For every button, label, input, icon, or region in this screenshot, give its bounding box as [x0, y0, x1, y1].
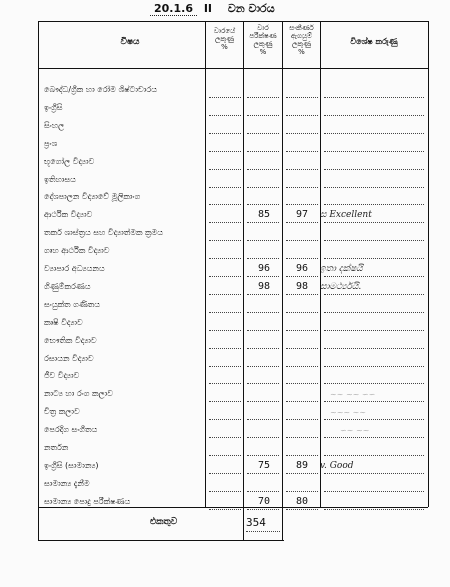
continuous-mark: 97 [295, 209, 309, 220]
special-remark [320, 298, 420, 312]
term-test-mark [246, 441, 282, 455]
subject-name: සංයුක්ත ගණිතය [44, 300, 101, 309]
row-dotted-line [247, 133, 279, 134]
test-header-percent: % [259, 48, 267, 56]
term-test-mark [246, 316, 282, 330]
continuous-mark: 80 [295, 496, 309, 507]
row-dotted-line [247, 348, 279, 349]
row-dotted-line [247, 204, 279, 205]
special-remark [320, 83, 420, 97]
total-dotted-line [246, 531, 280, 532]
term-number: II [203, 2, 213, 15]
row-dotted-line [286, 133, 318, 134]
continuous-mark [284, 155, 320, 169]
subject-name: නාට්‍ය හා රංග කලාව [44, 389, 113, 398]
row-dotted-line [209, 330, 241, 331]
special-remark [320, 119, 420, 133]
row-dotted-line [286, 383, 318, 384]
table-right-border [428, 21, 429, 507]
row-dotted-line [286, 366, 318, 367]
row-dotted-line [324, 455, 424, 456]
row-dotted-line [209, 294, 241, 295]
special-remark: v. Good [320, 461, 354, 471]
row-dotted-line [247, 455, 279, 456]
row-dotted-line [247, 330, 279, 331]
header-bottom-border [38, 68, 428, 69]
row-dotted-line [209, 401, 241, 402]
row-dotted-line [286, 473, 318, 474]
row-dotted-line [286, 115, 318, 116]
term-test-mark [246, 387, 282, 401]
row-dotted-line [286, 276, 318, 277]
row-dotted-line [247, 437, 279, 438]
row-dotted-line [286, 491, 318, 492]
row-dotted-line [209, 258, 241, 259]
row-dotted-line [286, 294, 318, 295]
row-dotted-line [286, 258, 318, 259]
subject-name: ගිණුම්කරණය [44, 282, 91, 291]
row-dotted-line [324, 240, 424, 241]
row-dotted-line [286, 204, 318, 205]
continuous-header-line1: සංකීර්ණ [289, 24, 314, 32]
term-test-mark: 96 [257, 263, 271, 274]
subject-name: ව්‍යාපාර අධ්‍යයනය [44, 264, 105, 273]
continuous-header-line3: ලකුණු [292, 40, 311, 48]
row-dotted-line [324, 401, 424, 402]
row-dotted-line [209, 348, 241, 349]
row-dotted-line [209, 366, 241, 367]
row-dotted-line [324, 115, 424, 116]
row-dotted-line [286, 240, 318, 241]
row-dotted-line [247, 115, 279, 116]
total-value: 354 [246, 516, 266, 529]
special-remark [320, 369, 420, 383]
term-test-mark [246, 190, 282, 204]
row-dotted-line [209, 151, 241, 152]
continuous-mark [284, 334, 320, 348]
continuous-mark [284, 316, 320, 330]
row-dotted-line [247, 97, 279, 98]
subject-name: දේශපාලන විද්‍යාවේ මූලිකාංග [44, 192, 141, 201]
row-dotted-line [209, 187, 241, 188]
special-remark: ස Excellent [320, 210, 372, 220]
row-dotted-line [286, 187, 318, 188]
row-dotted-line [209, 115, 241, 116]
term-test-mark [246, 369, 282, 383]
continuous-header-percent: % [298, 48, 305, 56]
special-remark [320, 137, 420, 151]
bleed-through-mark-1: ∼∼ ~~ ∽∽ [330, 390, 376, 399]
row-dotted-line [209, 509, 241, 510]
term-test-mark [246, 244, 282, 258]
subject-name: ආර්ථික විද්‍යාව [44, 210, 93, 219]
subject-name: සිංහල [44, 121, 65, 130]
subject-name: චිත්‍ර කලාව [44, 407, 80, 416]
row-dotted-line [247, 240, 279, 241]
row-dotted-line [324, 330, 424, 331]
bleed-through-mark-3: ∽∼ ~~ [340, 426, 370, 435]
continuous-marks-header [283, 24, 320, 56]
row-dotted-line [247, 169, 279, 170]
row-dotted-line [209, 419, 241, 420]
special-remark [320, 101, 420, 115]
row-dotted-line [324, 366, 424, 367]
continuous-mark [284, 137, 320, 151]
row-dotted-line [286, 455, 318, 456]
term-test-mark [246, 477, 282, 491]
row-dotted-line [286, 97, 318, 98]
continuous-mark [284, 190, 320, 204]
special-remark [320, 244, 420, 258]
special-remark [320, 495, 420, 509]
continuous-mark: 98 [295, 281, 309, 292]
row-dotted-line [286, 509, 318, 510]
term-test-mark [246, 334, 282, 348]
row-dotted-line [209, 312, 241, 313]
continuous-mark [284, 173, 320, 187]
continuous-mark: 89 [295, 460, 309, 471]
special-remark: ඉතා දක්ෂයි [320, 264, 363, 274]
special-remark [320, 155, 420, 169]
row-dotted-line [209, 222, 241, 223]
table-left-border [38, 21, 39, 541]
subject-name: ජීව විද්‍යාව [44, 371, 80, 380]
term-marks-header-percent: % [221, 43, 228, 51]
col-divider-test [282, 21, 283, 541]
continuous-mark [284, 226, 320, 240]
term-test-mark [246, 173, 282, 187]
row-dotted-line [209, 455, 241, 456]
row-dotted-line [324, 133, 424, 134]
subject-name: භෞතික විද්‍යාව [44, 336, 97, 345]
special-remark [320, 190, 420, 204]
term-test-mark: 70 [257, 496, 271, 507]
subject-name: ඉංග්‍රීසි [44, 103, 63, 112]
subject-name: ඉතිහාසය [44, 175, 76, 184]
row-dotted-line [286, 330, 318, 331]
row-dotted-line [286, 151, 318, 152]
row-dotted-line [247, 401, 279, 402]
continuous-mark [284, 244, 320, 258]
subject-name: සාමාන්‍ය පොදු පරීක්ෂණය [44, 497, 131, 506]
continuous-header-line2: ඇගයුම් [290, 32, 313, 40]
term-test-mark [246, 352, 282, 366]
term-test-mark [246, 226, 282, 240]
year-field: 20.1.6 [150, 2, 197, 16]
continuous-mark: 96 [295, 263, 309, 274]
row-dotted-line [324, 419, 424, 420]
row-dotted-line [209, 437, 241, 438]
special-remarks-header: විශේෂ කරුණු [350, 37, 398, 46]
row-dotted-line [324, 509, 424, 510]
row-dotted-line [286, 222, 318, 223]
row-dotted-line [324, 491, 424, 492]
continuous-mark [284, 423, 320, 437]
subject-name: නර්තන [44, 443, 69, 452]
row-dotted-line [324, 473, 424, 474]
row-dotted-line [286, 312, 318, 313]
row-dotted-line [324, 348, 424, 349]
row-dotted-line [247, 258, 279, 259]
test-header-line2: පරීක්ෂණ [249, 32, 277, 40]
subject-name: ඉංග්‍රීසි (සාමාන්‍ය) [44, 461, 99, 470]
special-remark [320, 173, 420, 187]
term-test-mark [246, 137, 282, 151]
test-header-line3: ලකුණු [253, 40, 273, 48]
row-dotted-line [286, 437, 318, 438]
subject-name: ප්‍රංශ [44, 139, 58, 148]
term-test-marks-header [244, 24, 282, 56]
row-dotted-line [324, 258, 424, 259]
row-dotted-line [324, 294, 424, 295]
row-dotted-line [324, 187, 424, 188]
row-dotted-line [324, 97, 424, 98]
term-marks-header [206, 27, 243, 51]
special-remark [320, 316, 420, 330]
continuous-mark [284, 83, 320, 97]
continuous-mark [284, 477, 320, 491]
term-test-mark [246, 423, 282, 437]
row-dotted-line [286, 419, 318, 420]
term-marks-header-line2: ලකුණු [215, 35, 234, 43]
row-dotted-line [324, 204, 424, 205]
subject-name: පෙරදිග සංගීතය [44, 425, 98, 434]
term-test-mark [246, 83, 282, 97]
bleed-through-mark-2: ~~~ ∼∼ [330, 408, 367, 417]
row-dotted-line [247, 187, 279, 188]
row-dotted-line [324, 151, 424, 152]
row-dotted-line [247, 294, 279, 295]
row-dotted-line [209, 491, 241, 492]
subject-name: බෞද්ධ/ග්‍රීක හා රෝම ශිෂ්ටාචාරය [44, 85, 157, 94]
row-dotted-line [247, 222, 279, 223]
row-dotted-line [209, 383, 241, 384]
term-marks-header-line1: වාරයේ [213, 27, 236, 35]
row-dotted-line [247, 473, 279, 474]
subject-name: සාමාන්‍ය දැනීම [44, 479, 90, 488]
subject-header: විෂය [120, 37, 140, 47]
row-dotted-line [209, 169, 241, 170]
row-dotted-line [209, 240, 241, 241]
continuous-mark [284, 369, 320, 383]
term-test-mark [246, 101, 282, 115]
subject-name: භූගෝල විද්‍යාව [44, 157, 95, 166]
row-dotted-line [324, 169, 424, 170]
term-test-mark [246, 298, 282, 312]
special-remark [320, 334, 420, 348]
row-dotted-line [247, 491, 279, 492]
row-dotted-line [324, 276, 424, 277]
term-test-mark [246, 155, 282, 169]
continuous-mark [284, 441, 320, 455]
continuous-mark [284, 119, 320, 133]
total-bottom-border [38, 540, 284, 541]
row-dotted-line [209, 204, 241, 205]
special-remark [320, 441, 420, 455]
continuous-mark [284, 387, 320, 401]
row-dotted-line [247, 509, 279, 510]
term-test-mark [246, 405, 282, 419]
term-test-mark: 98 [257, 281, 271, 292]
special-remark [320, 352, 420, 366]
term-suffix: වන වාරය [227, 2, 275, 15]
term-title [150, 2, 350, 18]
test-header-line1: වාර [257, 24, 269, 32]
subject-name: ගෘහ ආර්ථික විද්‍යාව [44, 246, 110, 255]
total-label: එකතුව [150, 517, 178, 527]
row-dotted-line [247, 312, 279, 313]
row-dotted-line [247, 383, 279, 384]
row-dotted-line [247, 366, 279, 367]
row-dotted-line [286, 169, 318, 170]
row-dotted-line [209, 97, 241, 98]
row-dotted-line [286, 401, 318, 402]
row-dotted-line [247, 276, 279, 277]
continuous-mark [284, 101, 320, 115]
special-remark [320, 226, 420, 240]
row-dotted-line [324, 222, 424, 223]
special-remark [320, 477, 420, 491]
term-test-mark: 75 [257, 460, 271, 471]
col-divider-term [243, 21, 244, 541]
continuous-mark [284, 298, 320, 312]
special-remark [320, 423, 420, 437]
row-dotted-line [324, 312, 424, 313]
subject-name: රසායන විද්‍යාව [44, 354, 94, 363]
table-top-border [38, 21, 428, 22]
row-dotted-line [247, 419, 279, 420]
term-test-mark: 85 [257, 209, 271, 220]
row-dotted-line [324, 437, 424, 438]
row-dotted-line [209, 133, 241, 134]
continuous-mark [284, 352, 320, 366]
subject-name: කෘෂි විද්‍යාව [44, 318, 83, 327]
row-dotted-line [324, 383, 424, 384]
term-test-mark [246, 119, 282, 133]
row-dotted-line [209, 473, 241, 474]
special-remark: සාමර්ථ්‍යයි. [320, 282, 362, 292]
row-dotted-line [247, 151, 279, 152]
row-dotted-line [209, 276, 241, 277]
subject-name: තර්ක ශාස්ත්‍රය සහ විද්‍යාත්මක ක්‍රමය [44, 228, 164, 237]
continuous-mark [284, 405, 320, 419]
row-dotted-line [286, 348, 318, 349]
